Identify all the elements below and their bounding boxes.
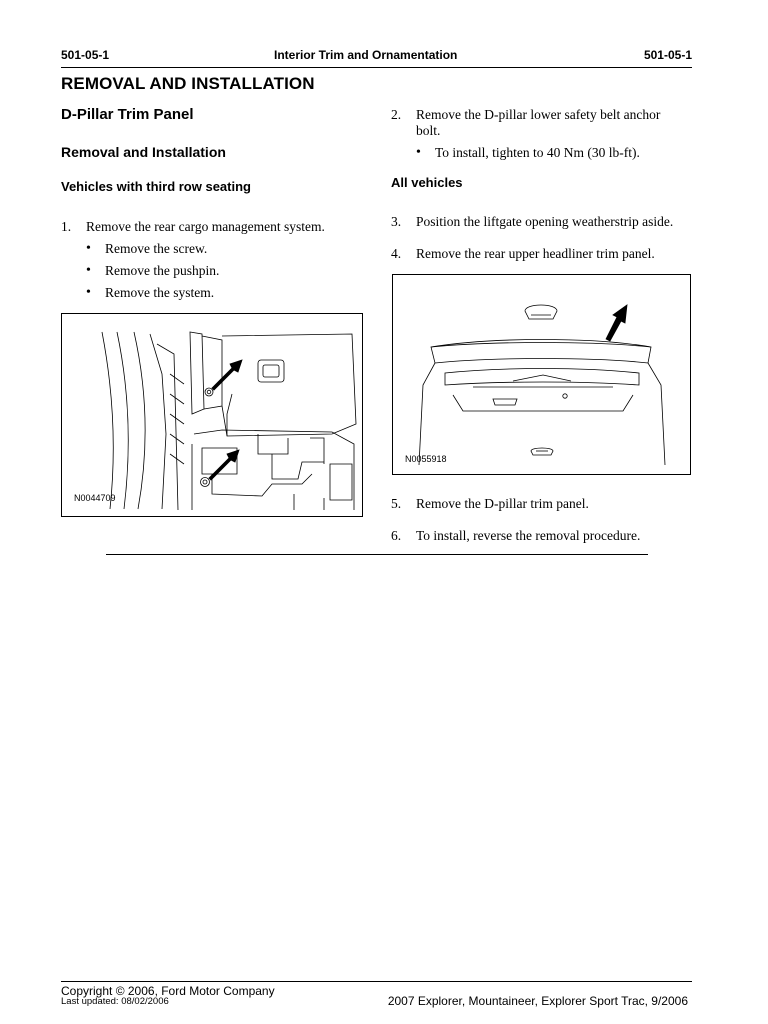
bullet-icon: • [416,145,421,160]
bullet-icon: • [86,285,91,300]
step-number: 1. [61,219,72,234]
step-5 [391,496,691,512]
step-number: 5. [391,496,402,511]
bullet-text: Remove the pushpin. [105,263,220,278]
header-rule [61,67,692,68]
step-text: Remove the rear cargo management system. [86,219,325,234]
end-of-procedure-rule [106,554,648,555]
step-number: 6. [391,528,402,543]
bullet-text: To install, tighten to 40 Nm (30 lb-ft). [435,145,640,160]
left-column-heading: Vehicles with third row seating [61,179,251,194]
subtitle: Removal and Installation [61,144,226,160]
step-text: To install, reverse the removal procedure. [416,528,641,543]
bullet-text: Remove the system. [105,285,215,300]
step-6 [391,528,691,544]
bullet-item [86,285,346,301]
header-code-left: 501-05-1 [61,48,110,62]
figure-id: N0055918 [405,454,447,464]
footer-last-updated: Last updated: 08/02/2006 [61,996,169,1007]
bullet-item [416,145,686,161]
step-3 [391,214,691,230]
bullet-item [86,263,346,279]
step-2 [391,107,691,139]
step-number: 2. [391,107,402,122]
step-text: Position the liftgate opening weatherstrip aside. [416,214,674,229]
figure-headliner-trim [392,274,691,475]
headliner-trim-illustration [393,275,690,474]
section-heading: REMOVAL AND INSTALLATION [61,74,315,93]
footer-rule [61,981,692,982]
bullet-icon: • [86,241,91,256]
step-text-continued: bolt. [416,123,441,138]
cargo-area-illustration [62,314,362,516]
footer-copyright: Copyright © 2006, Ford Motor Company [61,984,275,998]
step-text: Remove the D-pillar trim panel. [416,496,589,511]
figure-cargo-management [61,313,363,517]
step-4 [391,246,691,262]
running-header [61,48,692,64]
step-text: Remove the D-pillar lower safety belt anchor [416,107,661,122]
bullet-icon: • [86,263,91,278]
bullet-item [86,241,346,257]
page-title: D-Pillar Trim Panel [61,106,194,123]
header-section-title: Interior Trim and Ornamentation [274,48,458,62]
footer-publication: 2007 Explorer, Mountaineer, Explorer Sport Trac, 9/2006 [387,994,688,1008]
step-number: 3. [391,214,402,229]
figure-id: N0044709 [74,493,116,503]
bullet-text: Remove the screw. [105,241,208,256]
step-number: 4. [391,246,402,261]
header-code-right: 501-05-1 [643,48,692,62]
step-text: Remove the rear upper headliner trim panel. [416,246,655,261]
step-1 [61,219,361,235]
right-column-heading: All vehicles [391,175,463,190]
